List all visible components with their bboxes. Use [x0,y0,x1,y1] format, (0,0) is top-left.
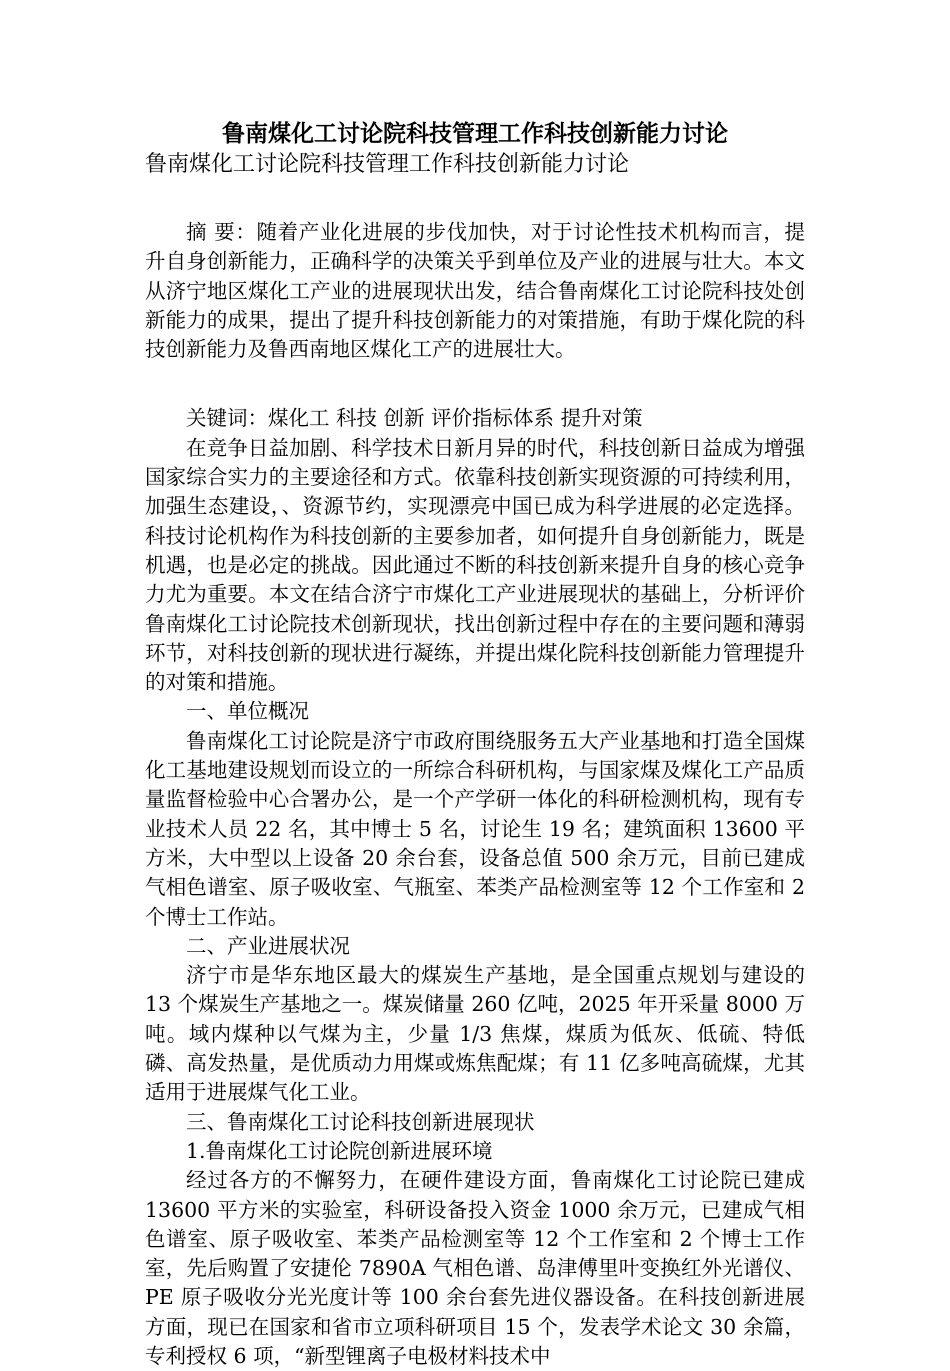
document-subtitle: 鲁南煤化工讨论院科技管理工作科技创新能力讨论 [145,152,630,177]
document-body [145,118,805,1371]
abstract-paragraph: 摘 要：随着产业化进展的步伐加快，对于讨论性技术机构而言，提升自身创新能力，正确科学的决策关乎到单位及产业的进展与壮大。本文从济宁地区煤化工产业的进展现状出发，结合鲁南煤化工讨论院科技处创新能力的成果，提出了提升科技创新能力的对策措施，有助于煤化院的科技创新能力及鲁西南地区煤化工产的进展壮大。 [145,220,805,362]
section-heading-3: 三、鲁南煤化工讨论科技创新进展现状 [186,1109,535,1134]
keywords-line: 关键词：煤化工 科技 创新 评价指标体系 提升对策 [186,406,643,431]
section-2-paragraph: 济宁市是华东地区最大的煤炭生产基地，是全国重点规划与建设的 13 个煤炭生产基地之一。煤炭储量 260 亿吨，2025 年开采量 8000 万吨。域内煤种以气煤为主，少量 1/3 焦煤，煤质为低灰、低硫、特低磷、高发热量，是优质动力用煤或炼焦配煤；有 11 亿多吨高硫煤，尤其适用于进展煤气化工业。 [145,963,805,1105]
spacer [145,180,805,218]
section-3-paragraph: 经过各方的不懈努力，在硬件建设方面，鲁南煤化工讨论院已建成 13600 平方米的实验室，科研设备投入资金 1000 余万元，已建成气相色谱室、原子吸收室、苯类产品检测室等 12 个工作室和 2 个博士工作室，先后购置了安捷伦 7890A 气相色谱、岛津傅里叶变换红外光谱仪、PE 原子吸收分光光度计等 100 余台套先进仪器设备。在科技创新进展方面，现已在国家和省市立项科研项目 15 个，发表学术论文 30 余篇，专利授权 6 项，“新型锂离子电极材料技术中 [145,1168,805,1368]
section-heading-2: 二、产业进展状况 [186,933,350,958]
subsection-heading-3-1: 1.鲁南煤化工讨论院创新进展环境 [186,1138,493,1163]
document-title: 鲁南煤化工讨论院科技管理工作科技创新能力讨论 [222,121,728,147]
spacer [145,364,805,404]
intro-paragraph: 在竞争日益加剧、科学技术日新月异的时代，科技创新日益成为增强国家综合实力的主要途径和方式。依靠科技创新实现资源的可持续利用，加强生态建设，、资源节约，实现漂亮中国已成为科学进展的必定选择。科技讨论机构作为科技创新的主要参加者，如何提升自身创新能力，既是机遇，也是必定的挑战。因此通过不断的科技创新来提升自身的核心竞争力尤为重要。本文在结合济宁市煤化工产业进展现状的基础上，分析评价鲁南煤化工讨论院技术创新现状，找出创新过程中存在的主要问题和薄弱环节，对科技创新的现状进行凝练，并提出煤化院科技创新能力管理提升的对策和措施。 [145,435,805,695]
section-heading-1: 一、单位概况 [186,699,309,724]
section-1-paragraph: 鲁南煤化工讨论院是济宁市政府围绕服务五大产业基地和打造全国煤化工基地建设规划而设立的一所综合科研机构，与国家煤及煤化工产品质量监督检验中心合署办公，是一个产学研一体化的科研检测机构，现有专业技术人员 22 名，其中博士 5 名，讨论生 19 名；建筑面积 13600 平方米，大中型以上设备 20 余台套，设备总值 500 余万元，目前已建成气相色谱室、原子吸收室、气瓶室、苯类产品检测室等 12 个工作室和 2 个博士工作站。 [145,728,805,929]
